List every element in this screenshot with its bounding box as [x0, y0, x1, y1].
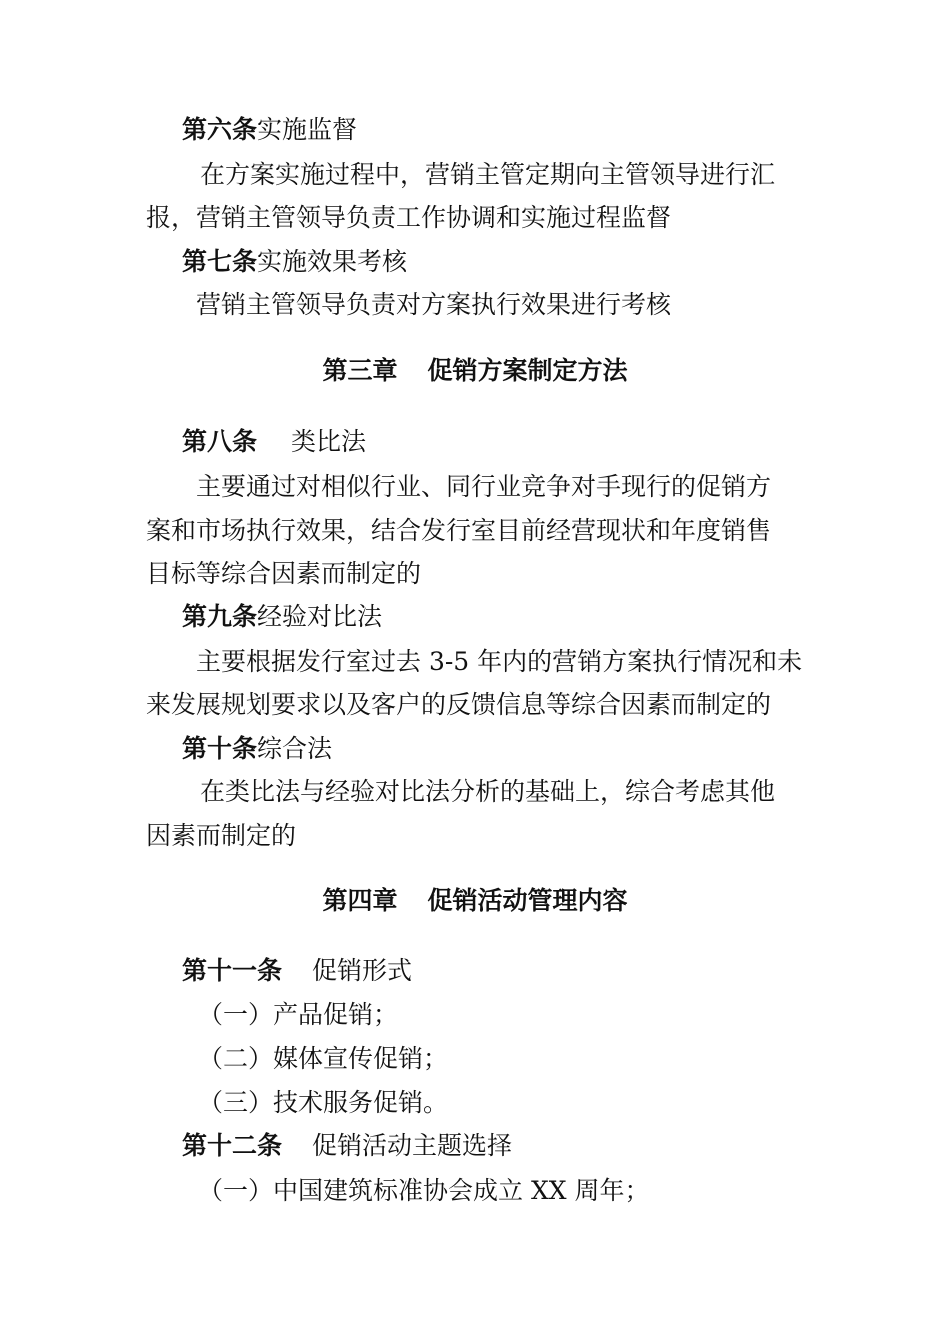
chapter-4-number: 第四章: [322, 886, 398, 915]
chapter-3-number: 第三章: [322, 356, 398, 385]
article-10-title: 综合法: [257, 734, 333, 763]
article-9-title: 经验对比法: [257, 602, 383, 631]
article-6-body-line-1: 在方案实施过程中，营销主管定期向主管领导进行汇: [200, 160, 776, 189]
article-12-heading-line: [182, 1130, 512, 1162]
article-9-body-line-1: 主要根据发行室过去 3-5 年内的营销方案执行情况和未: [196, 647, 803, 676]
article-7-heading-line: [182, 246, 407, 278]
article-9-number: 第九条: [182, 602, 258, 631]
article-8-title: 类比法: [291, 427, 367, 456]
article-11-heading-line: [182, 955, 412, 987]
chapter-4-title: 促销活动管理内容: [427, 886, 628, 915]
chapter-4-heading: [0, 885, 950, 917]
article-8-body-line-2: 案和市场执行效果，结合发行室目前经营现状和年度销售: [146, 516, 772, 545]
article-6-title: 实施监督: [257, 115, 358, 144]
article-8-heading-line: [182, 426, 366, 458]
article-10-body-line-2: 因素而制定的: [146, 821, 297, 850]
article-8-body-line-3: 目标等综合因素而制定的: [146, 559, 422, 588]
article-12-item-1: （一）中国建筑标准协会成立 XX 周年；: [198, 1176, 650, 1205]
article-11-item-3: （三）技术服务促销。: [198, 1088, 449, 1117]
article-10-heading-line: [182, 733, 332, 765]
article-8-body-line-1: 主要通过对相似行业、同行业竞争对手现行的促销方: [196, 472, 772, 501]
article-11-title: 促销形式: [312, 956, 413, 985]
article-11-number: 第十一条: [182, 956, 283, 985]
article-6-heading-line: [182, 114, 357, 146]
article-11-item-1: （一）产品促销；: [198, 1000, 399, 1029]
article-9-body-line-2: 来发展规划要求以及客户的反馈信息等综合因素而制定的: [146, 690, 772, 719]
article-10-body-line-1: 在类比法与经验对比法分析的基础上，综合考虑其他: [200, 777, 776, 806]
article-10-number: 第十条: [182, 734, 258, 763]
article-7-number: 第七条: [182, 247, 258, 276]
article-11-item-2: （二）媒体宣传促销；: [198, 1044, 449, 1073]
article-12-number: 第十二条: [182, 1131, 283, 1160]
chapter-3-heading: [0, 355, 950, 387]
article-8-number: 第八条: [182, 427, 258, 456]
chapter-3-title: 促销方案制定方法: [427, 356, 628, 385]
article-7-title: 实施效果考核: [257, 247, 408, 276]
article-12-title: 促销活动主题选择: [312, 1131, 513, 1160]
article-6-number: 第六条: [182, 115, 258, 144]
article-9-heading-line: [182, 601, 382, 633]
article-6-body-line-2: 报，营销主管领导负责工作协调和实施过程监督: [146, 203, 672, 232]
article-7-body-line-1: 营销主管领导负责对方案执行效果进行考核: [196, 290, 672, 319]
